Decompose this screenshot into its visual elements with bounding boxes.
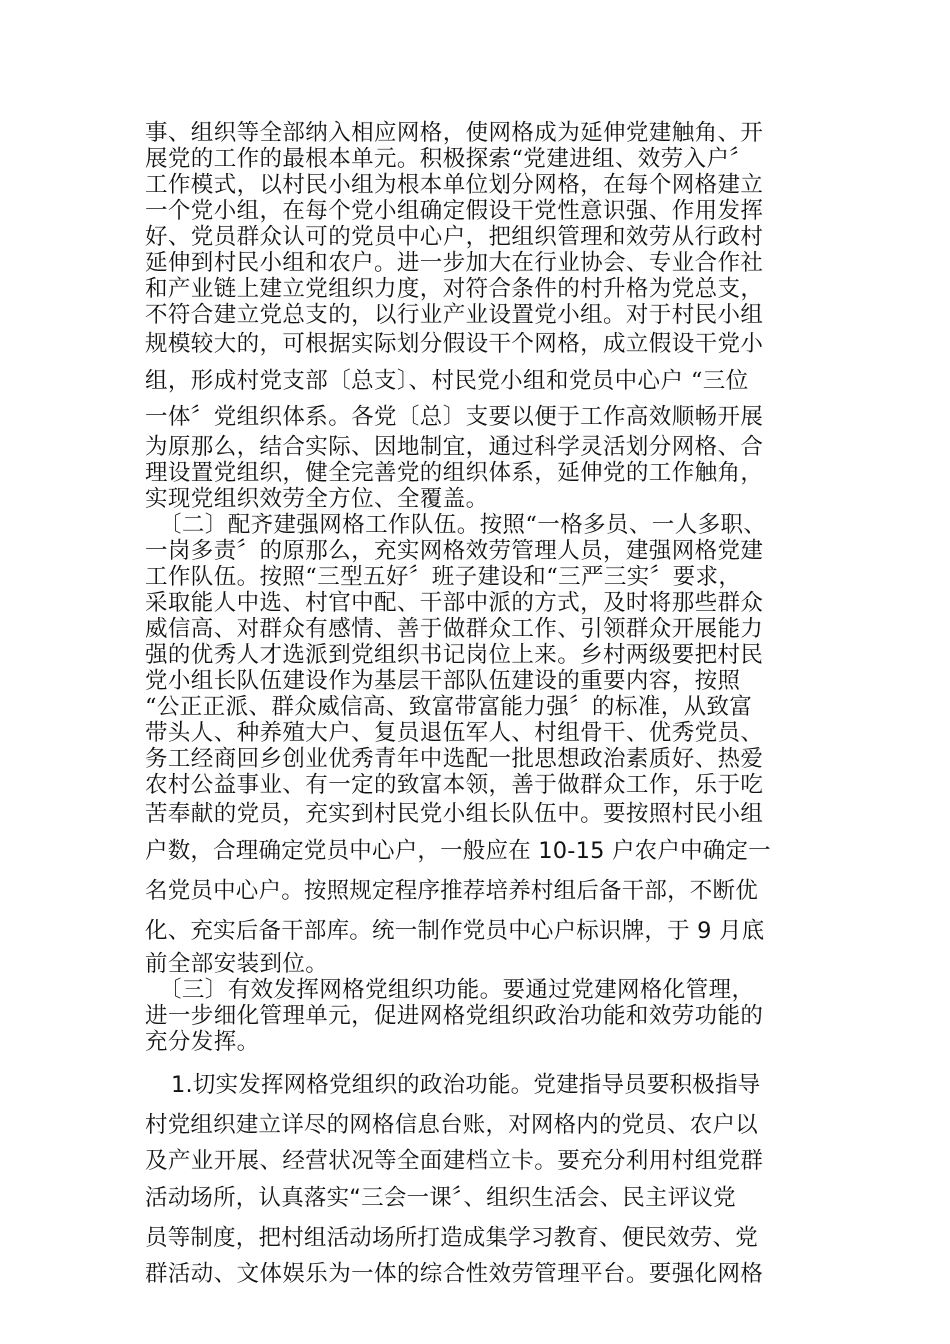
subsection-heading-1: 1.切实发挥网格党组织的政治功能。党建指导员要积极指导 xyxy=(171,1072,761,1098)
text-line: 前全部安装到位。 xyxy=(145,951,329,977)
text-line: 事、组织等全部纳入相应网格，使网格成为延伸党建触角、开 xyxy=(145,120,764,146)
text-line: “公正正派、群众威信高、致富带富能力强〞的标准，从致富 xyxy=(145,694,753,720)
text-line: 实现党组织效劳全方位、全覆盖。 xyxy=(145,486,489,512)
text-line: 为原那么，结合实际、因地制宜，通过科学灵活划分网格、合 xyxy=(145,434,764,460)
text-line: 一体〞党组织体系。各党〔总〕支要以便于工作高效顺畅开展 xyxy=(145,404,764,430)
text-line: 延伸到村民小组和农户。进一步加大在行业协会、专业合作社 xyxy=(145,250,764,276)
text-line: 强的优秀人才选派到党组织书记岗位上来。乡村两级要把村民 xyxy=(145,642,764,668)
text-line: 村党组织建立详尽的网格信息台账，对网格内的党员、农户以 xyxy=(145,1112,758,1138)
text-line: 工作队伍。按照“三型五好〞班子建设和“三严三实〞要求， xyxy=(145,564,742,590)
section-heading-3: 〔三〕有效发挥网格党组织功能。要通过党建网格化管理， xyxy=(159,977,755,1003)
text-line: 群活动、文体娱乐为一体的综合性效劳管理平台。要强化网格 xyxy=(145,1261,764,1287)
text-line: 充分发挥。 xyxy=(145,1029,260,1055)
text-line: 进一步细化管理单元，促进网格党组织政治功能和效劳功能的 xyxy=(145,1003,764,1029)
text-line: 和产业链上建立党组织力度，对符合条件的村升格为党总支， xyxy=(145,276,764,302)
text-line: 规模较大的，可根据实际划分假设干个网格，成立假设干党小 xyxy=(145,331,764,357)
text-line: 工作模式，以村民小组为根本单位划分网格，在每个网格建立 xyxy=(145,172,764,198)
text-line: 名党员中心户。按照规定程序推荐培养村组后备干部，不断优 xyxy=(145,878,758,904)
text-line: 党小组长队伍建设作为基层干部队伍建设的重要内容，按照 xyxy=(145,668,741,694)
text-line: 带头人、种养殖大户、复员退伍军人、村组骨干、优秀党员、 xyxy=(145,720,764,746)
text-line: 苦奉献的党员，充实到村民党小组长队伍中。要按照村民小组 xyxy=(145,801,764,827)
text-line: 采取能人中选、村官中配、干部中派的方式，及时将那些群众 xyxy=(145,590,764,616)
text-line: 一个党小组，在每个党小组确定假设干党性意识强、作用发挥 xyxy=(145,198,764,224)
text-line: 组，形成村党支部〔总支〕、村民党小组和党员中心户 “三位 xyxy=(145,368,749,394)
text-line: 农村公益事业、有一定的致富本领，善于做群众工作，乐于吃 xyxy=(145,772,764,798)
text-line: 化、充实后备干部库。统一制作党员中心户标识牌，于 9 月底 xyxy=(145,918,765,944)
text-line: 务工经商回乡创业优秀青年中选配一批思想政治素质好、热爱 xyxy=(145,746,764,772)
text-line: 及产业开展、经营状况等全面建档立卡。要充分利用村组党群 xyxy=(145,1148,764,1174)
text-line: 员等制度，把村组活动场所打造成集学习教育、便民效劳、党 xyxy=(145,1225,758,1251)
text-line: 好、党员群众认可的党员中心户，把组织管理和效劳从行政村 xyxy=(145,224,764,250)
text-line: 展党的工作的最根本单元。积极探索“党建进组、效劳入户〞 xyxy=(145,146,753,172)
text-line: 户数，合理确定党员中心户，一般应在 10-15 户农户中确定一 xyxy=(145,838,771,864)
section-heading-2: 〔二〕配齐建强网格工作队伍。按照“一格多员、一人多职、 xyxy=(159,512,767,538)
text-line: 不符合建立党总支的，以行业产业设置党小组。对于村民小组 xyxy=(145,302,764,328)
text-line: 一岗多责〞的原那么，充实网格效劳管理人员，建强网格党建 xyxy=(145,538,764,564)
text-line: 活动场所，认真落实“三会一课〞、组织生活会、民主评议党 xyxy=(145,1185,736,1211)
text-line: 威信高、对群众有感情、善于做群众工作、引领群众开展能力 xyxy=(145,616,764,642)
text-line: 理设置党组织，健全完善党的组织体系，延伸党的工作触角， xyxy=(145,460,764,486)
document-body xyxy=(145,120,810,1291)
